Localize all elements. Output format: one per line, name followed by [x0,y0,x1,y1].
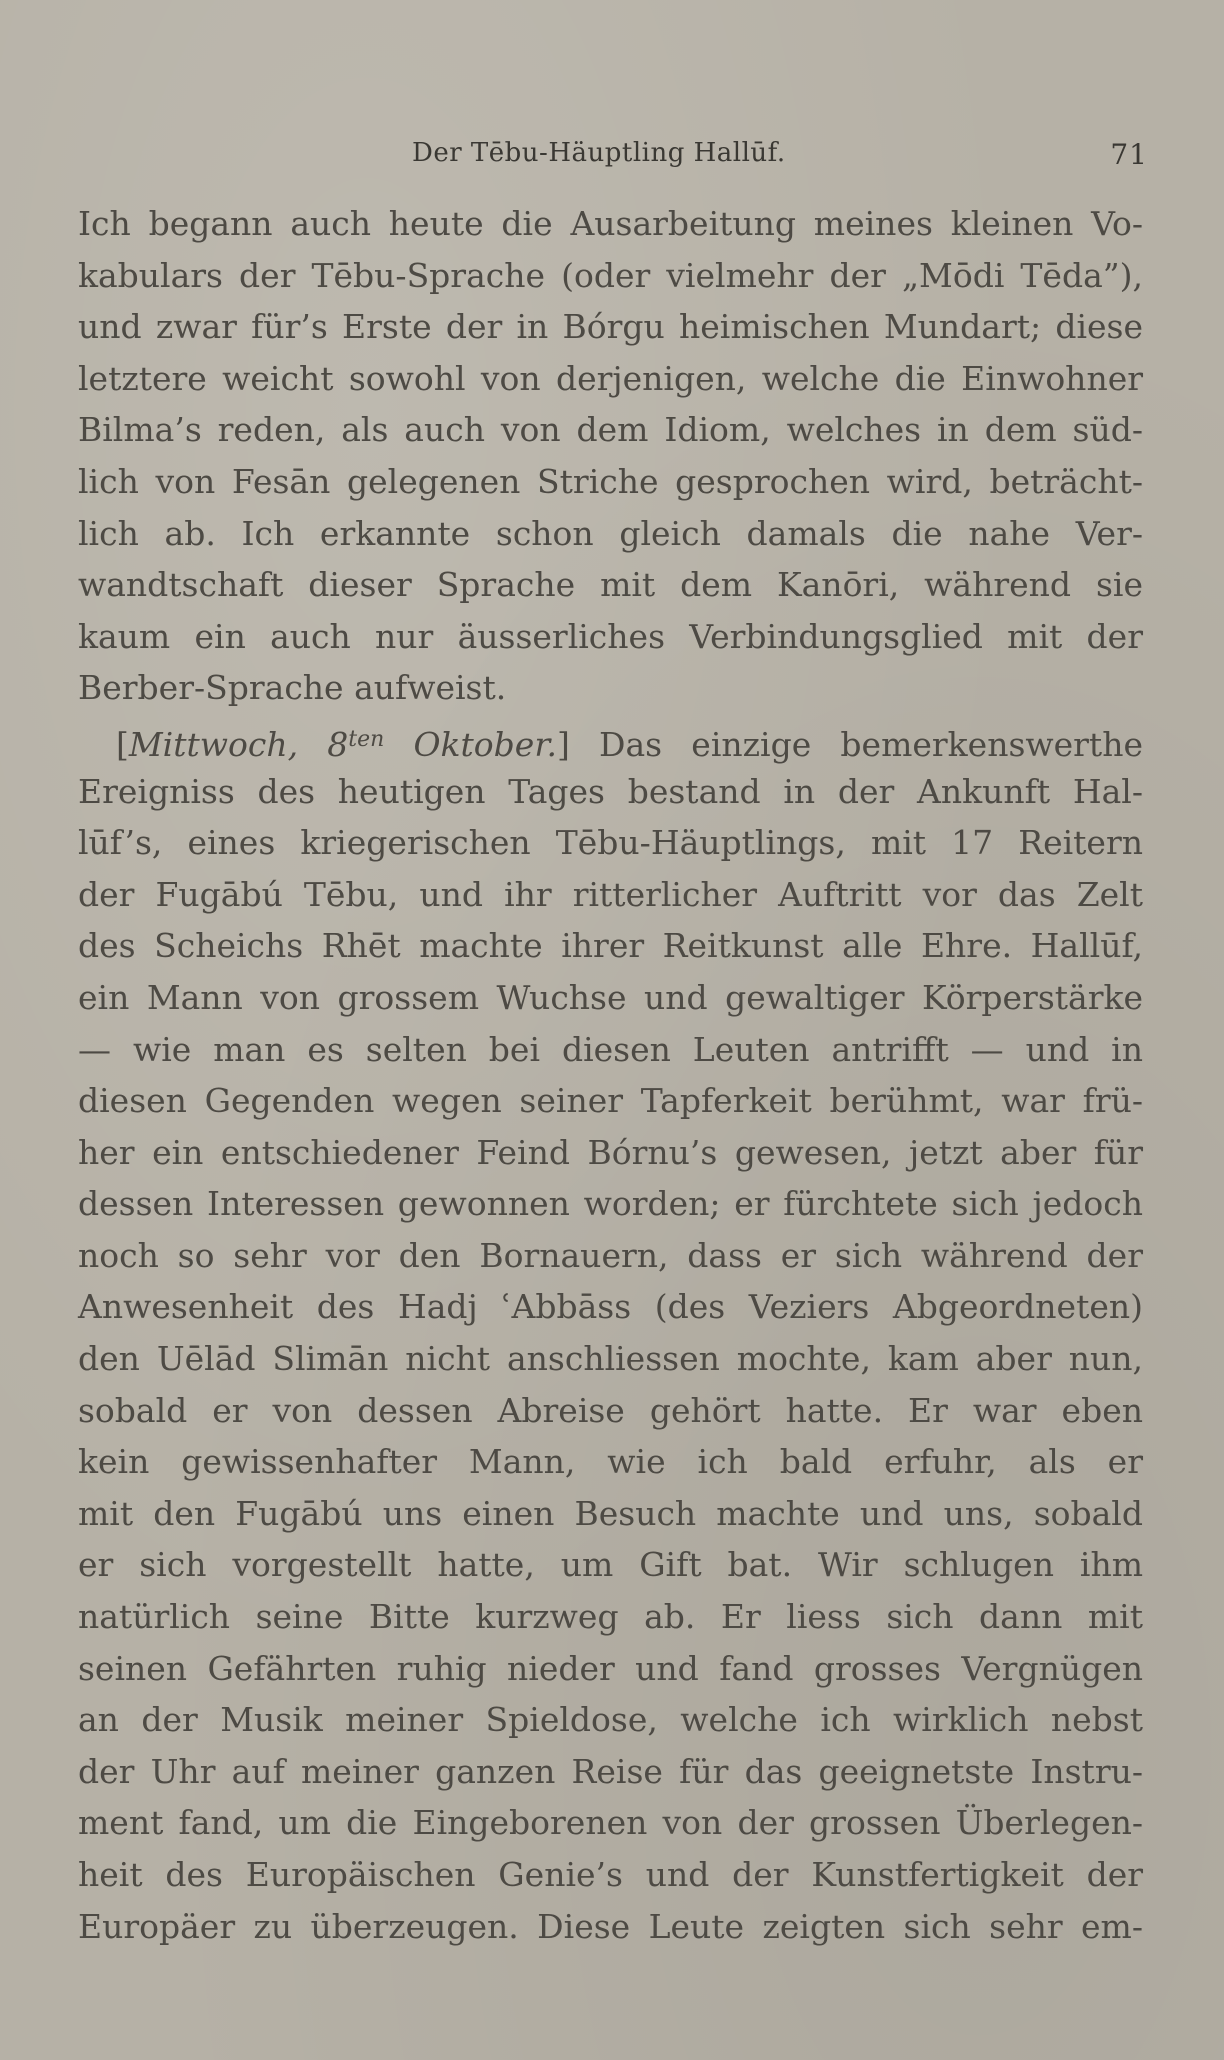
text-line: der Uhr auf meiner ganzen Reise für das geeignetste Instru- [78,1751,1143,1791]
date-bracket-open: [ [116,724,129,764]
text-line: Ich begann auch heute die Ausarbeitung meines kleinen Vo- [78,204,1143,243]
text-line-dated [78,714,1143,766]
text-line: er sich vorgestellt hatte, um Gift bat. Wir schlugen ihm [78,1545,1143,1585]
text-line: wandtschaft dieser Sprache mit dem Kanōri, während sie [78,565,1143,605]
body-text [78,198,1143,1952]
text-line: seinen Gefährten ruhig nieder und fand grosses Vergnügen [78,1648,1143,1688]
text-line: an der Musik meiner Spieldose, welche ich wirklich nebst [78,1700,1143,1740]
page-number: 71 [1110,138,1148,171]
text-line: noch so sehr vor den Bornauern, dass er sich während der [78,1235,1143,1275]
text-line: heit des Europäischen Genie’s und der Kunstfertigkeit der [78,1855,1143,1894]
text-line: lich von Fesān gelegenen Striche gesprochen wird, beträcht- [78,461,1143,501]
text-line: — wie man es selten bei diesen Leuten antrifft — und in [78,1029,1143,1069]
text-line: lūf’s, eines kriegerischen Tēbu-Häuptlings, mit 17 Reitern [78,823,1143,863]
text-line: Ereigniss des heutigen Tages bestand in der Ankunft Hal- [78,771,1143,811]
text-line: ein Mann von grossem Wuchse und gewaltiger Körperstärke [78,977,1143,1017]
paragraph-1 [78,198,1143,714]
text-line: natürlich seine Bitte kurzweg ab. Er liess sich dann mit [78,1597,1143,1637]
date-day-suffix: ten [348,726,385,752]
text-line: Anwesenheit des Hadj ʿAbbāss (des Veziers Abgeordneten) [78,1287,1143,1327]
text-line: Bilma’s reden, als auch von dem Idiom, welches in dem süd- [78,410,1143,450]
text-line: letztere weicht sowohl von derjenigen, welche die Einwohner [78,358,1143,398]
text-line: dessen Interessen gewonnen worden; er fürchtete sich jedoch [78,1184,1143,1224]
text-line: den Uēlād Slimān nicht anschliessen mochte, kam aber nun, [78,1339,1143,1379]
date-weekday: Mittwoch, [128,724,299,764]
paragraph-2 [78,714,1143,1952]
text-line: kabulars der Tēbu-Sprache (oder vielmehr der „Mōdi Tēda”), [78,255,1143,295]
line-rest: Das einzige bemerkenswerthe [599,724,1143,764]
date-bracket-close: ] [556,724,570,764]
text-line: der Fugābú Tēbu, und ihr ritterlicher Auftritt vor das Zelt [78,874,1143,914]
date-month: Oktober. [413,724,557,764]
text-line: Europäer zu überzeugen. Diese Leute zeigten sich sehr em- [78,1906,1143,1946]
text-line: lich ab. Ich erkannte schon gleich damals die nahe Ver- [78,513,1143,553]
running-head: Der Tēbu-Häuptling Hallūf. [412,138,786,168]
text-line: und zwar für’s Erste der in Bórgu heimischen Mundart; diese [78,307,1143,347]
text-line: diesen Gegenden wegen seiner Tapferkeit berühmt, war frü- [78,1081,1143,1121]
text-line: ment fand, um die Eingeborenen von der grossen Überlegen- [78,1803,1143,1843]
text-line: Berber-Sprache aufweist. [78,668,507,708]
text-line: sobald er von dessen Abreise gehört hatte. Er war eben [78,1390,1143,1430]
page-header [412,138,1148,182]
text-line: des Scheichs Rhēt machte ihrer Reitkunst alle Ehre. Hallūf, [78,926,1143,966]
text-line: her ein entschiedener Feind Bórnu’s gewesen, jetzt aber für [78,1132,1143,1172]
text-line: kein gewissenhafter Mann, wie ich bald erfuhr, als er [78,1442,1143,1482]
text-line: mit den Fugābú uns einen Besuch machte und uns, sobald [78,1493,1143,1533]
date-day: 8 [327,724,349,764]
text-line: kaum ein auch nur äusserliches Verbindungsglied mit der [78,616,1143,656]
